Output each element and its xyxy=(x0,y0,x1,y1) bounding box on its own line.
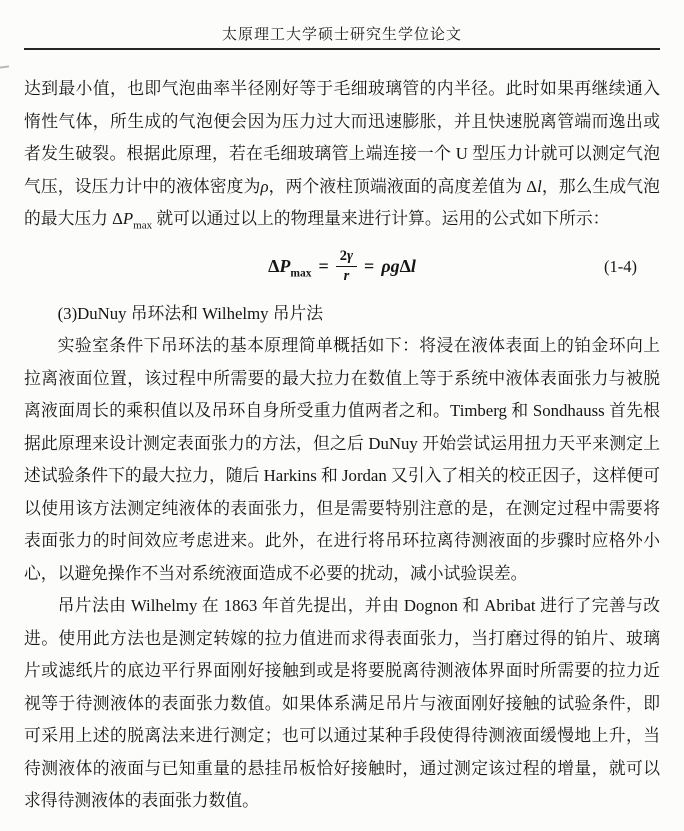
equation-lhs xyxy=(268,256,312,280)
coefficient-2: 2 xyxy=(339,248,347,265)
fraction-denominator xyxy=(336,266,357,284)
eq-pressure-var: P xyxy=(279,256,291,277)
para1-text-3: ，那么生成气泡的最大压力 Δ xyxy=(24,176,660,228)
page-body xyxy=(24,73,660,818)
equation-block xyxy=(24,236,660,298)
eq-delta: Δ xyxy=(268,256,280,277)
running-head-title: 太原理工大学硕士研究生学位论文 xyxy=(221,27,462,43)
header-rule xyxy=(24,48,660,50)
symbol-gamma: γ xyxy=(347,248,354,265)
symbol-rho-g: ρg xyxy=(381,256,400,277)
symbol-delta-p-subscript: max xyxy=(133,219,153,232)
paragraph-plate-method: 吊片法由 Wilhelmy 在 1863 年首先提出，并由 Dognon 和 Abribat 进行了完善与改进。使用此方法也是测定转嫁的拉力值进而求得表面张力，当打磨过得的铂片、玻璃片或滤纸片的底边平行界面刚好接触到或是将要脱离待测液体界面时所需要的拉力近视等于待测液体的表面张力数值。如果体系满足吊片与液面刚好接触的试验条件，即可采用上述的脱离法来进行测定；也可以通过某种手段使得待测液面缓慢地上升，当待测液体的液面与已知重量的悬挂吊板恰好接触时，通过测定该过程的增量，就可以求得待测液体的表面张力数值。 xyxy=(24,596,660,810)
symbol-delta-l: l xyxy=(537,176,542,196)
paragraph-bubble-pressure-method xyxy=(24,73,660,236)
para1-text-1: 达到最小值，也即气泡曲率半径刚好等于毛细玻璃管的内半径。此时如果再继续通入惰性气体，所生成的气泡便会因为压力过大而迅速膨胀，并且快速脱离管端而逸出或者发生破裂。根据此原理，若在毛细玻璃管上端连接一个 U 型压力计就可以测定气泡气压，设压力计中的液体密度为 xyxy=(24,79,660,196)
scan-artifact xyxy=(0,65,9,68)
equation-number: (1-4) xyxy=(604,256,637,276)
paragraph-ring-method: 实验室条件下吊环法的基本原理简单概括如下：将浸在液体表面上的铂金环向上拉离液面位置，该过程中所需要的最大拉力在数值上等于系统中液体表面张力与被脱离液面周长的乘积值以及吊环自身所受重力值两者之和。Timberg 和 Sondhauss 首先根据此原理来设计测定表面张力的方法，但之后 DuNuy 开始尝试运用扭力天平来测定上述试验条件下的最大拉力，随后 Harkins 和 Jordan 又引入了相关的校正因子，这样便可以使用该方法测定纯液体的表面张力，但是需要特别注意的是，在测定过程中需要将表面张力的时间效应考虑进来。此外，在进行将吊环拉离待测液面的步骤时应格外小心，以避免操作不当对系统液面造成不必要的扰动，减小试验误差。 xyxy=(24,336,660,583)
para1-text-4: 就可以通过以上的物理量来进行计算。运用的公式如下所示： xyxy=(152,209,610,228)
subheading-ring-and-plate-methods: (3)DuNuy 吊环法和 Wilhelmy 吊片法 xyxy=(57,303,324,323)
eq-max-subscript: max xyxy=(290,267,312,280)
symbol-l-2: l xyxy=(410,256,416,277)
equation-rhs xyxy=(381,256,416,277)
fraction-numerator xyxy=(336,249,357,266)
eq-delta-2: Δ xyxy=(399,256,411,277)
page-header xyxy=(24,0,660,50)
symbol-r: r xyxy=(343,268,350,285)
symbol-delta-p: P xyxy=(122,209,134,228)
equals-sign: = xyxy=(364,256,375,277)
para1-text-2: ，两个液柱顶端液面的高度差值为 Δ xyxy=(268,176,538,196)
equation-1-4 xyxy=(268,249,416,284)
equals-sign: = xyxy=(318,256,329,277)
fraction-2gamma-over-r xyxy=(336,249,357,284)
symbol-rho: ρ xyxy=(260,176,269,196)
